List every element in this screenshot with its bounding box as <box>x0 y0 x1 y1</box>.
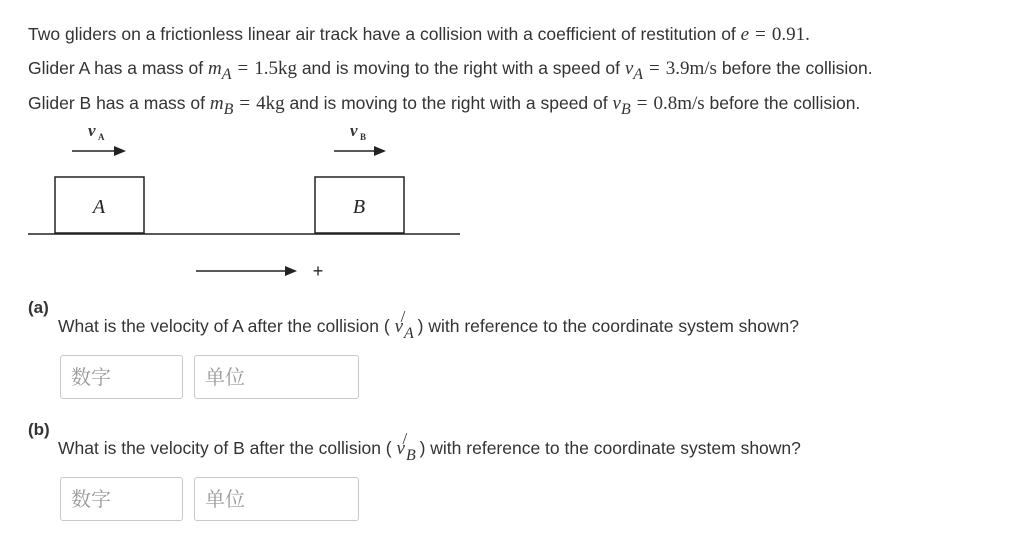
part-a-question-pre: What is the velocity of A after the collision ( <box>58 316 390 336</box>
part-a-sub: A <box>404 325 414 342</box>
line2-post: before the collision. <box>721 58 873 78</box>
vb-label: v <box>350 121 358 140</box>
part-b-sub: B <box>405 447 416 464</box>
mass-b-var: m <box>209 93 224 114</box>
part-b-var: v <box>396 438 405 459</box>
line3-post: before the collision. <box>709 93 861 113</box>
vel-a-var: v <box>624 58 634 79</box>
restitution-value: 0.91. <box>771 24 810 45</box>
part-a-var: v <box>394 316 403 337</box>
glider-b-label: B <box>352 196 366 218</box>
va-sub: A <box>98 132 105 142</box>
problem-line-1 <box>28 24 810 46</box>
coordinate-arrow-icon <box>196 266 297 276</box>
vel-b-var: v <box>612 93 621 114</box>
part-a-prime: / <box>400 307 406 326</box>
vb-sub: B <box>360 132 367 142</box>
line1-text: Two gliders on a frictionless linear air track have a collision with a coefficient of restitution of <box>28 24 736 44</box>
va-label: v <box>88 121 96 140</box>
mass-a-value: 1.5kg <box>254 58 297 79</box>
part-b-unit-input[interactable]: 单位 <box>194 477 359 521</box>
vel-b-value: 0.8m/s <box>653 93 705 114</box>
line3-mid: and is moving to the right with a speed of <box>289 93 608 113</box>
part-a-label: (a) <box>28 298 49 317</box>
positive-direction-sign: + <box>312 261 324 281</box>
vel-a-sub: A <box>633 66 644 83</box>
part-b-number-input[interactable]: 数字 <box>60 477 183 521</box>
part-a-question-post: ) with reference to the coordinate system shown? <box>417 316 799 336</box>
vel-b-sub: B <box>620 101 631 118</box>
glider-diagram <box>0 110 480 290</box>
part-a-number-input[interactable]: 数字 <box>60 355 183 399</box>
mass-a-sub: A <box>221 66 232 83</box>
part-b-velocity-symbol <box>396 429 416 464</box>
part-b-question-pre: What is the velocity of B after the collision ( <box>58 438 392 458</box>
vb-arrow-icon <box>334 146 386 156</box>
part-a-velocity-symbol <box>394 307 414 342</box>
va-arrow-icon <box>72 146 126 156</box>
line3-pre: Glider B has a mass of <box>28 93 206 113</box>
equals-sign: = <box>649 58 660 79</box>
part-b-prime: / <box>402 429 408 448</box>
equals-sign: = <box>237 58 249 79</box>
equals-sign: = <box>755 24 766 45</box>
glider-a-label: A <box>92 196 106 218</box>
part-a-question <box>58 307 799 342</box>
equals-sign: = <box>239 93 251 114</box>
mass-b-value: 4kg <box>256 93 285 114</box>
equals-sign: = <box>636 93 648 114</box>
line2-pre: Glider A has a mass of <box>28 58 204 78</box>
line2-mid: and is moving to the right with a speed of <box>301 58 620 78</box>
mass-b-sub: B <box>223 101 234 118</box>
part-a-unit-input[interactable]: 单位 <box>194 355 359 399</box>
part-b-question-post: ) with reference to the coordinate system shown? <box>419 438 801 458</box>
vel-a-value: 3.9m/s <box>665 58 717 79</box>
part-b-label: (b) <box>28 420 50 439</box>
part-b-question <box>58 429 801 464</box>
problem-line-2 <box>28 58 873 83</box>
mass-a-var: m <box>207 58 222 79</box>
restitution-var: e <box>740 24 750 45</box>
